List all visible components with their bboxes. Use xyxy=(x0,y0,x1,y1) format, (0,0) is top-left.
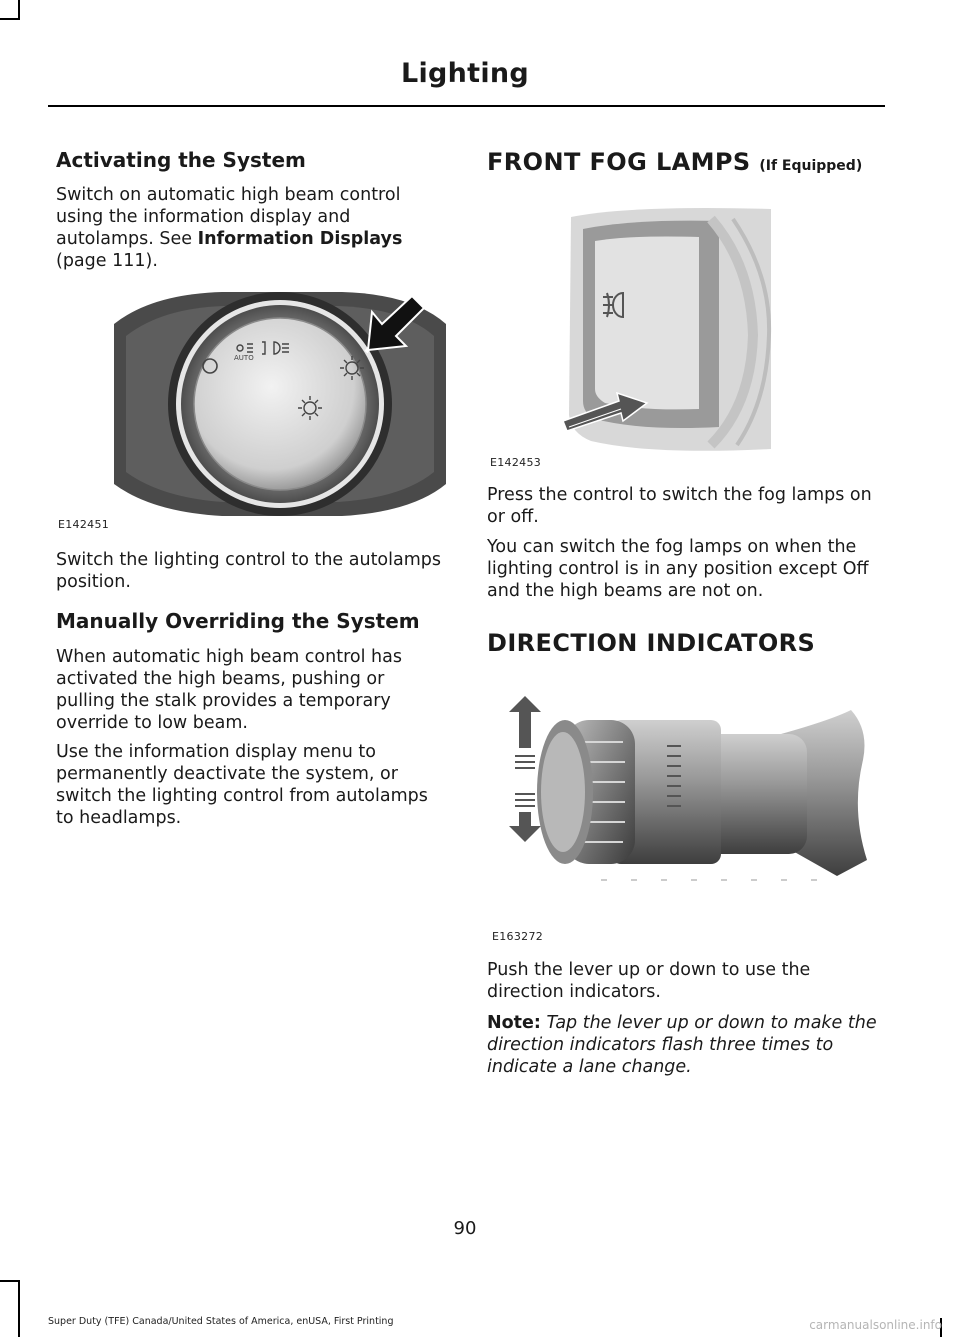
figure-code: E142451 xyxy=(58,518,110,531)
activating-body-text: Switch on automatic high beam control using the information display and autolamps. See xyxy=(56,185,401,249)
note-label: Note: xyxy=(487,1013,541,1033)
figure-code: E142453 xyxy=(490,456,542,469)
fog-heading-text: FRONT FOG LAMPS xyxy=(487,148,751,176)
watermark: carmanualsonline.info xyxy=(809,1318,942,1332)
fog-paragraph-1: Press the control to switch the fog lamps on or off. xyxy=(487,485,872,527)
header-rule xyxy=(48,105,885,107)
svg-text:AUTO: AUTO xyxy=(234,354,254,362)
heading-direction-indicators: DIRECTION INDICATORS xyxy=(487,629,816,657)
section-title: Lighting xyxy=(400,58,530,89)
headlamp-switch-illustration xyxy=(112,284,448,520)
override-paragraph-1: When automatic high beam control has activated the high beams, pushing or pulling the stalk provides a temporary override to low beam. xyxy=(56,647,402,733)
crop-mark xyxy=(0,18,20,20)
indicators-note xyxy=(487,1012,882,1078)
page-reference: (page 111). xyxy=(56,251,158,271)
fog-paragraph-2: You can switch the fog lamps on when the lighting control is in any position except Off and the high beams are not on. xyxy=(487,537,869,601)
headlamp-switch-figure xyxy=(112,284,448,520)
figure-code: E163272 xyxy=(492,930,544,943)
autolamps-position-text: Switch the lighting control to the autolamps position. xyxy=(56,550,441,592)
note-text: Tap the lever up or down to make the direction indicators flash three times to indicate a lane change. xyxy=(487,1013,877,1077)
fog-lamp-control-figure xyxy=(561,205,781,455)
heading-manually-overriding: Manually Overriding the System xyxy=(56,609,420,633)
heading-front-fog-lamps xyxy=(487,147,862,181)
turn-signal-lever-illustration xyxy=(491,690,875,890)
indicators-paragraph-1: Push the lever up or down to use the direction indicators. xyxy=(487,960,811,1002)
turn-signal-lever-figure xyxy=(491,690,875,890)
override-paragraph-2: Use the information display menu to permanently deactivate the system, or switch the lighting control from autolamps to headlamps. xyxy=(56,742,428,828)
crop-mark xyxy=(0,1280,20,1282)
fog-lamp-illustration xyxy=(561,205,781,455)
activating-body xyxy=(56,184,448,272)
fog-heading-suffix: (If Equipped) xyxy=(759,158,863,174)
information-displays-link[interactable]: Information Displays xyxy=(197,229,403,249)
crop-mark xyxy=(18,0,20,20)
page-number: 90 xyxy=(453,1218,477,1239)
crop-mark xyxy=(18,1280,20,1337)
footer-edition-text: Super Duty (TFE) Canada/United States of America, enUSA, First Printing xyxy=(48,1316,394,1327)
heading-activating-system: Activating the System xyxy=(56,148,306,172)
